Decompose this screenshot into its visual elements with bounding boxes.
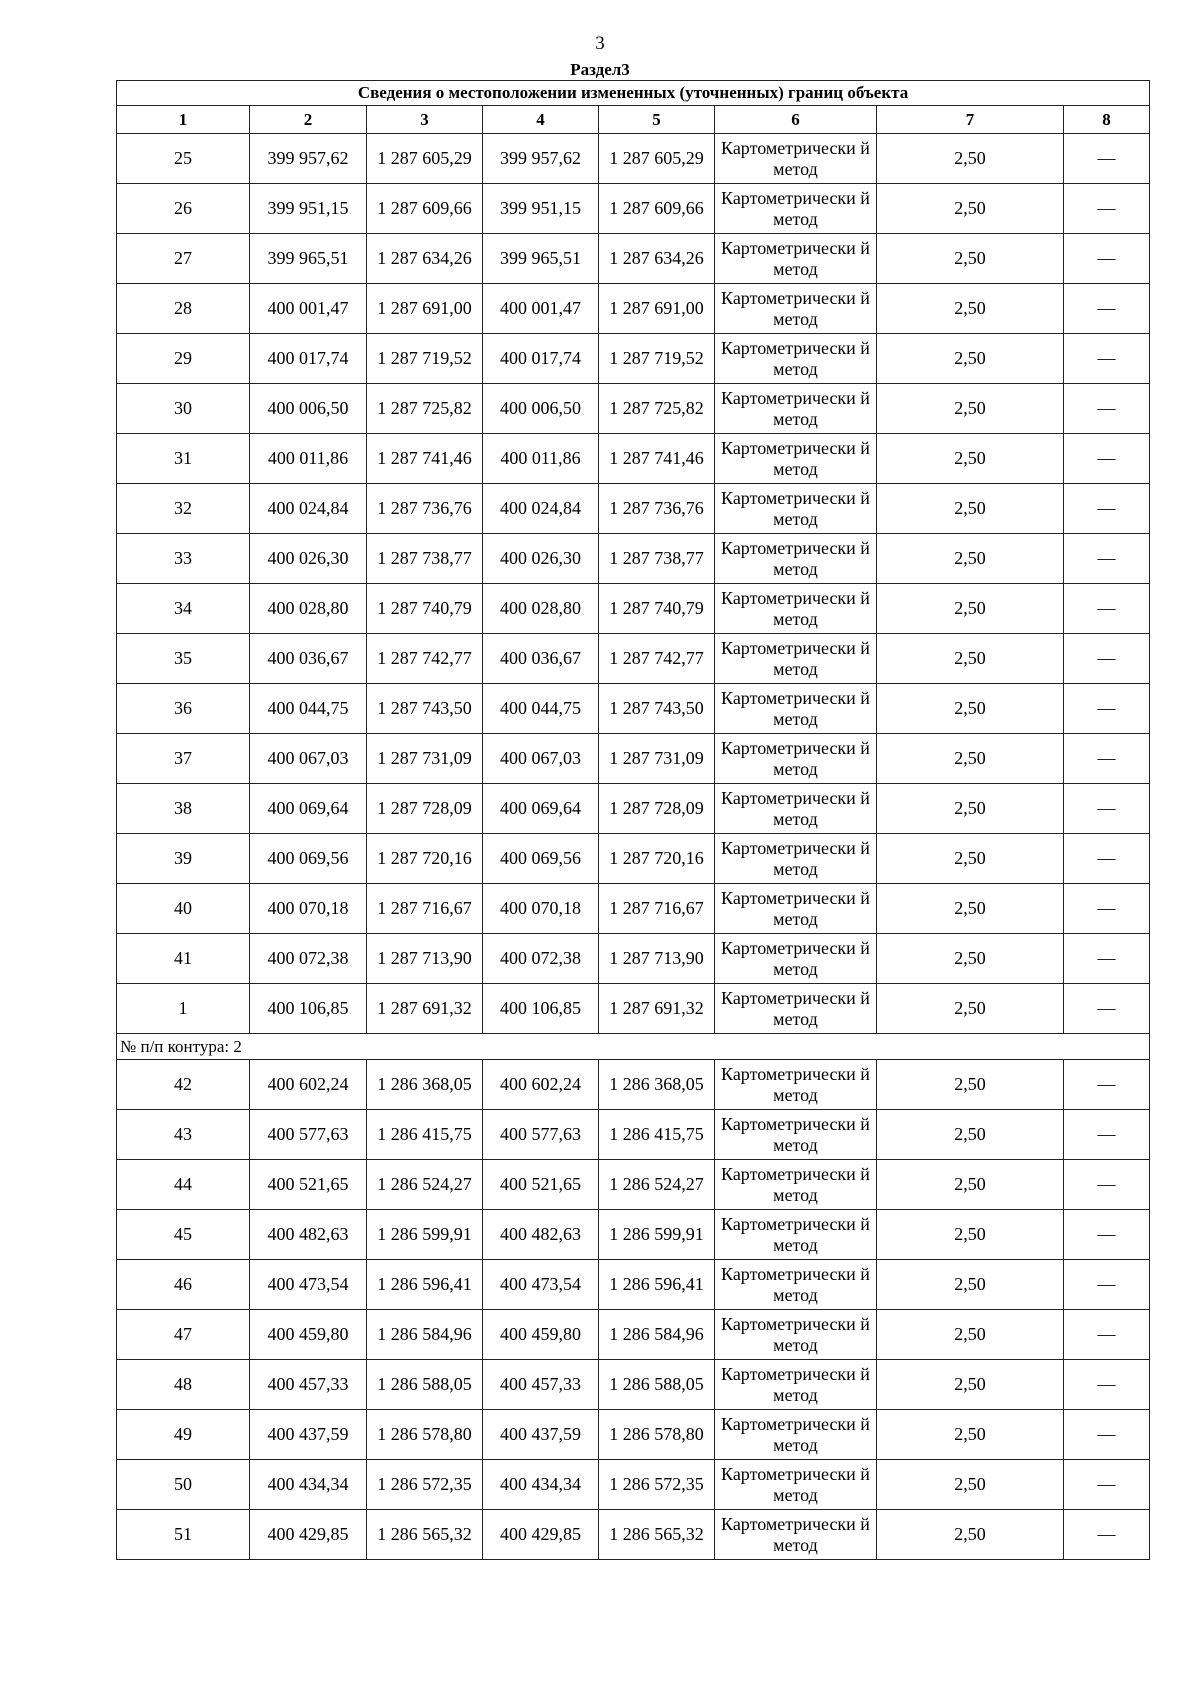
point-number-cell: 46 [117, 1260, 250, 1310]
column-number-row [117, 106, 1150, 134]
method-cell: Картометрически й метод [715, 984, 877, 1034]
accuracy-cell: 2,50 [877, 334, 1064, 384]
accuracy-cell: 2,50 [877, 984, 1064, 1034]
table-row [117, 884, 1150, 934]
description-cell: — [1064, 1310, 1150, 1360]
description-cell: — [1064, 1360, 1150, 1410]
x-old-cell: 400 434,34 [250, 1460, 367, 1510]
accuracy-cell: 2,50 [877, 1360, 1064, 1410]
table-row [117, 1460, 1150, 1510]
accuracy-cell: 2,50 [877, 1310, 1064, 1360]
method-cell: Картометрически й метод [715, 1510, 877, 1560]
point-number-cell: 35 [117, 634, 250, 684]
table-row [117, 1060, 1150, 1110]
y-old-cell: 1 286 565,32 [367, 1510, 483, 1560]
y-new-cell: 1 287 736,76 [599, 484, 715, 534]
table-row [117, 234, 1150, 284]
point-number-cell: 48 [117, 1360, 250, 1410]
x-new-cell: 400 459,80 [483, 1310, 599, 1360]
description-cell: — [1064, 684, 1150, 734]
x-new-cell: 400 044,75 [483, 684, 599, 734]
x-new-cell: 400 521,65 [483, 1160, 599, 1210]
accuracy-cell: 2,50 [877, 884, 1064, 934]
y-old-cell: 1 286 578,80 [367, 1410, 483, 1460]
y-new-cell: 1 287 738,77 [599, 534, 715, 584]
point-number-cell: 45 [117, 1210, 250, 1260]
method-cell: Картометрически й метод [715, 1160, 877, 1210]
description-cell: — [1064, 1410, 1150, 1460]
point-number-cell: 33 [117, 534, 250, 584]
x-new-cell: 399 957,62 [483, 134, 599, 184]
y-old-cell: 1 287 605,29 [367, 134, 483, 184]
description-cell: — [1064, 734, 1150, 784]
y-old-cell: 1 287 720,16 [367, 834, 483, 884]
accuracy-cell: 2,50 [877, 1460, 1064, 1510]
method-cell: Картометрически й метод [715, 134, 877, 184]
table-row [117, 434, 1150, 484]
table-row [117, 484, 1150, 534]
table-row [117, 1360, 1150, 1410]
y-new-cell: 1 286 565,32 [599, 1510, 715, 1560]
y-new-cell: 1 286 368,05 [599, 1060, 715, 1110]
method-cell: Картометрически й метод [715, 884, 877, 934]
y-new-cell: 1 287 720,16 [599, 834, 715, 884]
method-cell: Картометрически й метод [715, 734, 877, 784]
x-old-cell: 400 024,84 [250, 484, 367, 534]
table-row [117, 1160, 1150, 1210]
description-cell: — [1064, 1460, 1150, 1510]
method-cell: Картометрически й метод [715, 384, 877, 434]
description-cell: — [1064, 584, 1150, 634]
accuracy-cell: 2,50 [877, 484, 1064, 534]
x-old-cell: 400 001,47 [250, 284, 367, 334]
table-row [117, 334, 1150, 384]
page-number: 3 [595, 33, 605, 54]
x-new-cell: 400 017,74 [483, 334, 599, 384]
y-new-cell: 1 287 691,00 [599, 284, 715, 334]
point-number-cell: 37 [117, 734, 250, 784]
point-number-cell: 31 [117, 434, 250, 484]
x-new-cell: 400 072,38 [483, 934, 599, 984]
description-cell: — [1064, 834, 1150, 884]
point-number-cell: 30 [117, 384, 250, 434]
description-cell: — [1064, 1260, 1150, 1310]
y-old-cell: 1 286 524,27 [367, 1160, 483, 1210]
description-cell: — [1064, 484, 1150, 534]
x-new-cell: 400 069,64 [483, 784, 599, 834]
x-old-cell: 400 017,74 [250, 334, 367, 384]
x-old-cell: 400 006,50 [250, 384, 367, 434]
accuracy-cell: 2,50 [877, 1210, 1064, 1260]
table-row [117, 1510, 1150, 1560]
y-old-cell: 1 287 742,77 [367, 634, 483, 684]
y-old-cell: 1 287 743,50 [367, 684, 483, 734]
y-new-cell: 1 287 731,09 [599, 734, 715, 784]
y-new-cell: 1 287 716,67 [599, 884, 715, 934]
point-number-cell: 44 [117, 1160, 250, 1210]
y-old-cell: 1 287 741,46 [367, 434, 483, 484]
x-old-cell: 400 521,65 [250, 1160, 367, 1210]
table-row [117, 284, 1150, 334]
x-new-cell: 400 473,54 [483, 1260, 599, 1310]
method-cell: Картометрически й метод [715, 934, 877, 984]
column-number: 7 [877, 106, 1064, 134]
x-old-cell: 400 473,54 [250, 1260, 367, 1310]
table-row [117, 634, 1150, 684]
accuracy-cell: 2,50 [877, 534, 1064, 584]
section-title: Раздел3 [570, 60, 630, 79]
y-new-cell: 1 286 588,05 [599, 1360, 715, 1410]
y-old-cell: 1 287 691,32 [367, 984, 483, 1034]
y-new-cell: 1 286 599,91 [599, 1210, 715, 1260]
column-number: 8 [1064, 106, 1150, 134]
x-new-cell: 400 429,85 [483, 1510, 599, 1560]
point-number-cell: 50 [117, 1460, 250, 1510]
accuracy-cell: 2,50 [877, 1110, 1064, 1160]
table-row [117, 1410, 1150, 1460]
accuracy-cell: 2,50 [877, 234, 1064, 284]
y-old-cell: 1 287 736,76 [367, 484, 483, 534]
x-new-cell: 400 067,03 [483, 734, 599, 784]
table-row [117, 934, 1150, 984]
x-old-cell: 400 072,38 [250, 934, 367, 984]
y-new-cell: 1 287 605,29 [599, 134, 715, 184]
coordinates-table [116, 80, 1150, 1560]
y-new-cell: 1 287 740,79 [599, 584, 715, 634]
y-old-cell: 1 287 716,67 [367, 884, 483, 934]
y-old-cell: 1 287 728,09 [367, 784, 483, 834]
description-cell: — [1064, 1160, 1150, 1210]
y-old-cell: 1 287 691,00 [367, 284, 483, 334]
accuracy-cell: 2,50 [877, 684, 1064, 734]
description-cell: — [1064, 984, 1150, 1034]
point-number-cell: 26 [117, 184, 250, 234]
point-number-cell: 51 [117, 1510, 250, 1560]
y-old-cell: 1 286 368,05 [367, 1060, 483, 1110]
point-number-cell: 32 [117, 484, 250, 534]
method-cell: Картометрически й метод [715, 784, 877, 834]
description-cell: — [1064, 1210, 1150, 1260]
table-row [117, 784, 1150, 834]
y-new-cell: 1 286 596,41 [599, 1260, 715, 1310]
y-old-cell: 1 286 596,41 [367, 1260, 483, 1310]
y-old-cell: 1 286 599,91 [367, 1210, 483, 1260]
table-row [117, 184, 1150, 234]
x-new-cell: 400 457,33 [483, 1360, 599, 1410]
point-number-cell: 49 [117, 1410, 250, 1460]
x-old-cell: 399 951,15 [250, 184, 367, 234]
y-new-cell: 1 287 719,52 [599, 334, 715, 384]
table-body [117, 134, 1150, 1560]
table-caption-row [117, 81, 1150, 106]
y-old-cell: 1 287 713,90 [367, 934, 483, 984]
method-cell: Картометрически й метод [715, 834, 877, 884]
method-cell: Картометрически й метод [715, 484, 877, 534]
y-new-cell: 1 286 572,35 [599, 1460, 715, 1510]
table-row [117, 534, 1150, 584]
x-old-cell: 400 482,63 [250, 1210, 367, 1260]
x-old-cell: 400 069,56 [250, 834, 367, 884]
method-cell: Картометрически й метод [715, 334, 877, 384]
x-old-cell: 400 437,59 [250, 1410, 367, 1460]
description-cell: — [1064, 534, 1150, 584]
accuracy-cell: 2,50 [877, 634, 1064, 684]
y-new-cell: 1 286 524,27 [599, 1160, 715, 1210]
method-cell: Картометрически й метод [715, 234, 877, 284]
accuracy-cell: 2,50 [877, 734, 1064, 784]
column-number: 5 [599, 106, 715, 134]
x-new-cell: 400 006,50 [483, 384, 599, 434]
y-old-cell: 1 287 634,26 [367, 234, 483, 284]
description-cell: — [1064, 934, 1150, 984]
point-number-cell: 29 [117, 334, 250, 384]
method-cell: Картометрически й метод [715, 1110, 877, 1160]
description-cell: — [1064, 184, 1150, 234]
description-cell: — [1064, 234, 1150, 284]
method-cell: Картометрически й метод [715, 1060, 877, 1110]
x-new-cell: 400 069,56 [483, 834, 599, 884]
x-new-cell: 400 028,80 [483, 584, 599, 634]
y-new-cell: 1 287 691,32 [599, 984, 715, 1034]
x-new-cell: 400 011,86 [483, 434, 599, 484]
x-old-cell: 400 011,86 [250, 434, 367, 484]
method-cell: Картометрически й метод [715, 1460, 877, 1510]
point-number-cell: 28 [117, 284, 250, 334]
y-old-cell: 1 286 584,96 [367, 1310, 483, 1360]
y-old-cell: 1 286 415,75 [367, 1110, 483, 1160]
y-new-cell: 1 287 713,90 [599, 934, 715, 984]
accuracy-cell: 2,50 [877, 184, 1064, 234]
x-new-cell: 400 036,67 [483, 634, 599, 684]
y-new-cell: 1 287 742,77 [599, 634, 715, 684]
description-cell: — [1064, 334, 1150, 384]
accuracy-cell: 2,50 [877, 1060, 1064, 1110]
x-old-cell: 400 026,30 [250, 534, 367, 584]
accuracy-cell: 2,50 [877, 284, 1064, 334]
method-cell: Картометрически й метод [715, 184, 877, 234]
x-new-cell: 400 602,24 [483, 1060, 599, 1110]
method-cell: Картометрически й метод [715, 1260, 877, 1310]
accuracy-cell: 2,50 [877, 434, 1064, 484]
y-old-cell: 1 286 572,35 [367, 1460, 483, 1510]
x-old-cell: 400 577,63 [250, 1110, 367, 1160]
accuracy-cell: 2,50 [877, 584, 1064, 634]
point-number-cell: 1 [117, 984, 250, 1034]
table-row [117, 834, 1150, 884]
x-old-cell: 400 106,85 [250, 984, 367, 1034]
accuracy-cell: 2,50 [877, 834, 1064, 884]
x-new-cell: 399 965,51 [483, 234, 599, 284]
table-row [117, 684, 1150, 734]
table-row [117, 584, 1150, 634]
x-old-cell: 400 067,03 [250, 734, 367, 784]
x-old-cell: 400 429,85 [250, 1510, 367, 1560]
y-new-cell: 1 287 725,82 [599, 384, 715, 434]
x-old-cell: 400 069,64 [250, 784, 367, 834]
method-cell: Картометрически й метод [715, 434, 877, 484]
x-new-cell: 399 951,15 [483, 184, 599, 234]
accuracy-cell: 2,50 [877, 1510, 1064, 1560]
method-cell: Картометрически й метод [715, 1210, 877, 1260]
point-number-cell: 36 [117, 684, 250, 734]
y-new-cell: 1 286 415,75 [599, 1110, 715, 1160]
description-cell: — [1064, 1510, 1150, 1560]
x-old-cell: 400 602,24 [250, 1060, 367, 1110]
accuracy-cell: 2,50 [877, 1260, 1064, 1310]
y-old-cell: 1 287 740,79 [367, 584, 483, 634]
y-new-cell: 1 287 741,46 [599, 434, 715, 484]
x-new-cell: 400 106,85 [483, 984, 599, 1034]
description-cell: — [1064, 784, 1150, 834]
table-caption: Сведения о местоположении измененных (уточненных) границ объекта [117, 81, 1150, 106]
y-new-cell: 1 287 728,09 [599, 784, 715, 834]
x-new-cell: 400 024,84 [483, 484, 599, 534]
point-number-cell: 41 [117, 934, 250, 984]
accuracy-cell: 2,50 [877, 784, 1064, 834]
x-old-cell: 400 070,18 [250, 884, 367, 934]
x-old-cell: 400 459,80 [250, 1310, 367, 1360]
y-new-cell: 1 287 609,66 [599, 184, 715, 234]
method-cell: Картометрически й метод [715, 1310, 877, 1360]
x-old-cell: 400 044,75 [250, 684, 367, 734]
contour-label: № п/п контура: 2 [117, 1034, 1150, 1060]
table-row [117, 984, 1150, 1034]
x-new-cell: 400 482,63 [483, 1210, 599, 1260]
point-number-cell: 40 [117, 884, 250, 934]
table-row [117, 1260, 1150, 1310]
table-row [117, 384, 1150, 434]
table-row [117, 1310, 1150, 1360]
method-cell: Картометрически й метод [715, 1360, 877, 1410]
accuracy-cell: 2,50 [877, 134, 1064, 184]
x-old-cell: 400 036,67 [250, 634, 367, 684]
y-old-cell: 1 287 738,77 [367, 534, 483, 584]
x-new-cell: 400 026,30 [483, 534, 599, 584]
column-number: 3 [367, 106, 483, 134]
description-cell: — [1064, 634, 1150, 684]
column-number: 4 [483, 106, 599, 134]
contour-label-row [117, 1034, 1150, 1060]
column-number: 1 [117, 106, 250, 134]
x-new-cell: 400 001,47 [483, 284, 599, 334]
y-old-cell: 1 287 725,82 [367, 384, 483, 434]
description-cell: — [1064, 1110, 1150, 1160]
y-old-cell: 1 287 719,52 [367, 334, 483, 384]
point-number-cell: 38 [117, 784, 250, 834]
x-new-cell: 400 437,59 [483, 1410, 599, 1460]
method-cell: Картометрически й метод [715, 684, 877, 734]
table-row [117, 734, 1150, 784]
y-old-cell: 1 287 609,66 [367, 184, 483, 234]
accuracy-cell: 2,50 [877, 934, 1064, 984]
description-cell: — [1064, 434, 1150, 484]
x-old-cell: 399 965,51 [250, 234, 367, 284]
description-cell: — [1064, 1060, 1150, 1110]
method-cell: Картометрически й метод [715, 534, 877, 584]
column-number: 6 [715, 106, 877, 134]
y-new-cell: 1 286 578,80 [599, 1410, 715, 1460]
x-old-cell: 399 957,62 [250, 134, 367, 184]
point-number-cell: 42 [117, 1060, 250, 1110]
x-new-cell: 400 434,34 [483, 1460, 599, 1510]
point-number-cell: 25 [117, 134, 250, 184]
y-old-cell: 1 286 588,05 [367, 1360, 483, 1410]
column-number: 2 [250, 106, 367, 134]
accuracy-cell: 2,50 [877, 384, 1064, 434]
method-cell: Картометрически й метод [715, 1410, 877, 1460]
accuracy-cell: 2,50 [877, 1160, 1064, 1210]
y-new-cell: 1 287 634,26 [599, 234, 715, 284]
description-cell: — [1064, 384, 1150, 434]
description-cell: — [1064, 284, 1150, 334]
x-new-cell: 400 577,63 [483, 1110, 599, 1160]
table-row [117, 134, 1150, 184]
accuracy-cell: 2,50 [877, 1410, 1064, 1460]
y-old-cell: 1 287 731,09 [367, 734, 483, 784]
table-row [117, 1210, 1150, 1260]
point-number-cell: 39 [117, 834, 250, 884]
y-new-cell: 1 287 743,50 [599, 684, 715, 734]
point-number-cell: 47 [117, 1310, 250, 1360]
method-cell: Картометрически й метод [715, 284, 877, 334]
y-new-cell: 1 286 584,96 [599, 1310, 715, 1360]
point-number-cell: 34 [117, 584, 250, 634]
description-cell: — [1064, 134, 1150, 184]
method-cell: Картометрически й метод [715, 634, 877, 684]
x-old-cell: 400 028,80 [250, 584, 367, 634]
point-number-cell: 27 [117, 234, 250, 284]
method-cell: Картометрически й метод [715, 584, 877, 634]
description-cell: — [1064, 884, 1150, 934]
x-new-cell: 400 070,18 [483, 884, 599, 934]
table-row [117, 1110, 1150, 1160]
x-old-cell: 400 457,33 [250, 1360, 367, 1410]
point-number-cell: 43 [117, 1110, 250, 1160]
